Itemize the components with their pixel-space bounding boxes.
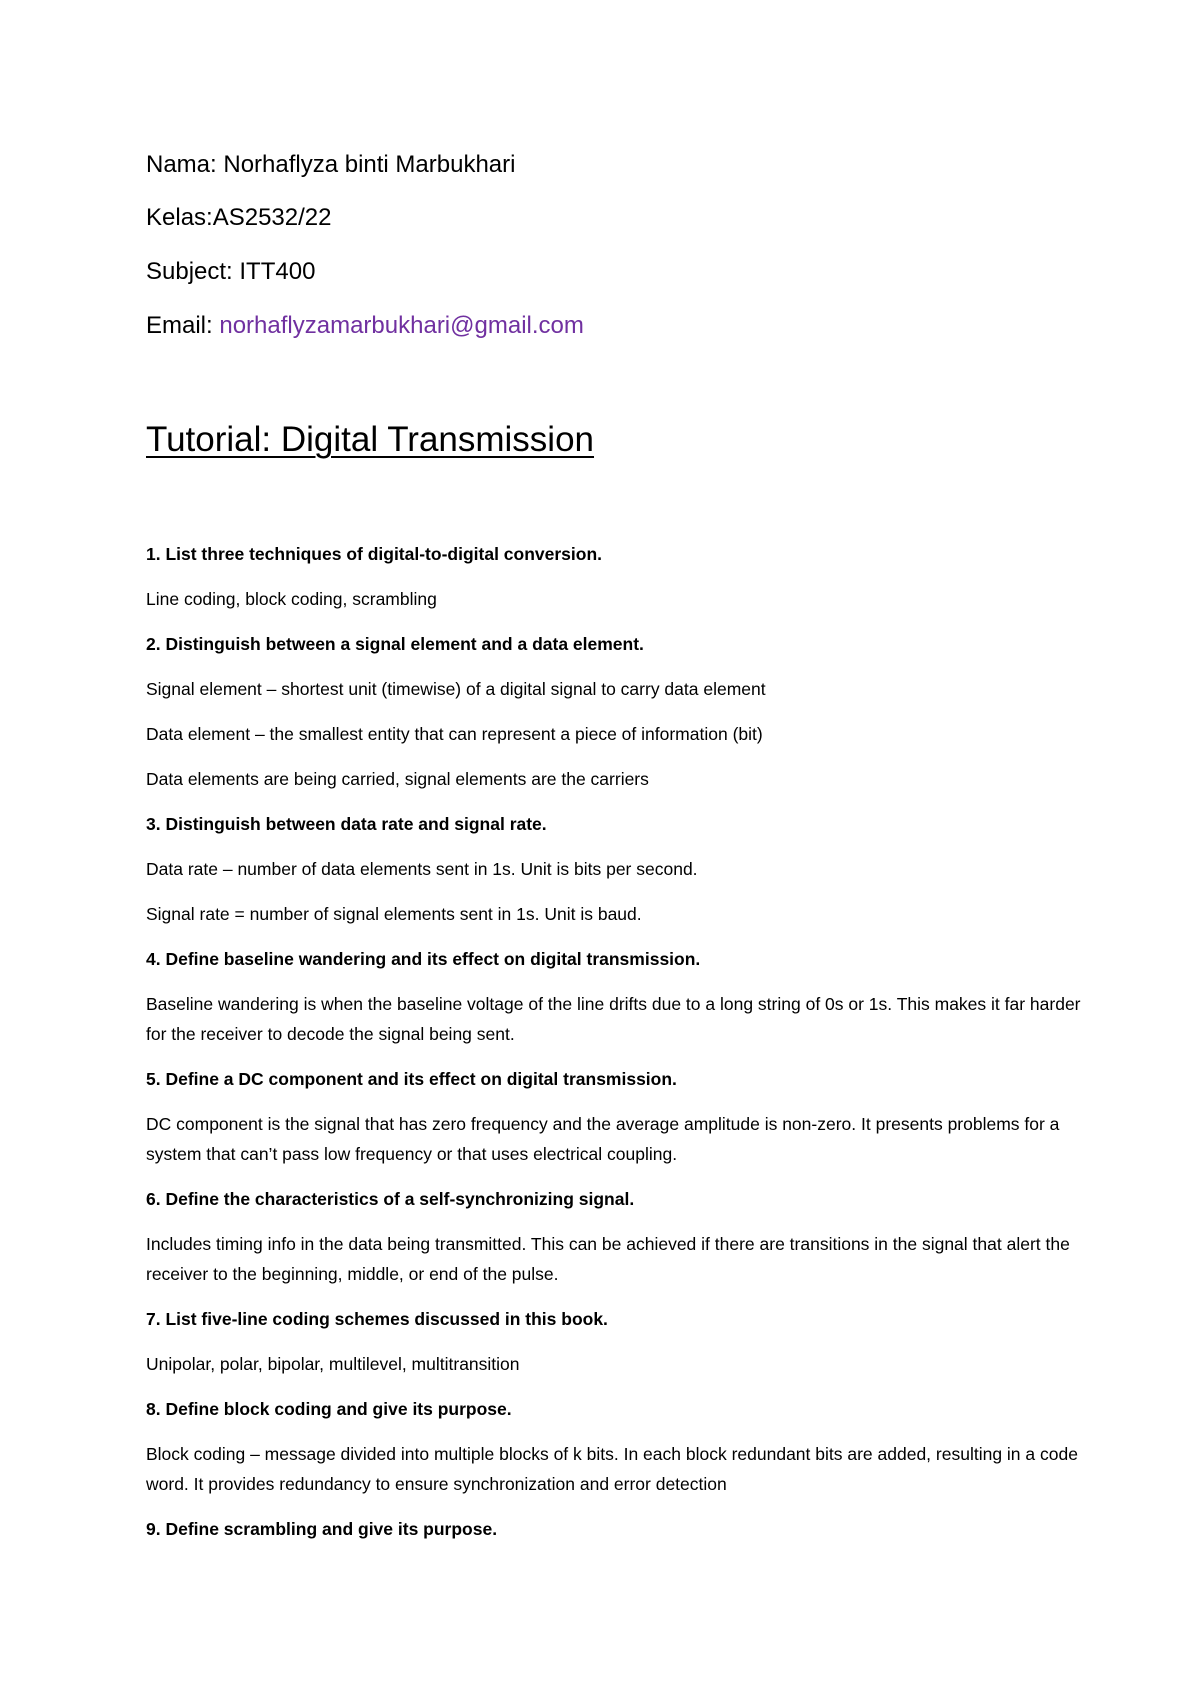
question-5: 5. Define a DC component and its effect on digital transmission. bbox=[146, 1069, 677, 1089]
question-4: 4. Define baseline wandering and its effect on digital transmission. bbox=[146, 949, 701, 969]
student-class: Kelas:AS2532/22 bbox=[146, 204, 332, 231]
question-1: 1. List three techniques of digital-to-digital conversion. bbox=[146, 544, 603, 564]
answer-4-1: Baseline wandering is when the baseline voltage of the line drifts due to a long string of 0s or 1s. This makes it far harder for the receiver to decode the signal being sent. bbox=[146, 994, 1081, 1044]
answer-1-1: Line coding, block coding, scrambling bbox=[146, 589, 437, 609]
answer-2-3: Data elements are being carried, signal elements are the carriers bbox=[146, 769, 649, 789]
email-label: Email: bbox=[146, 312, 220, 339]
student-name: Nama: Norhaflyza binti Marbukhari bbox=[146, 151, 516, 178]
answer-8-1: Block coding – message divided into multiple blocks of k bits. In each block redundant bits are added, resulting in a code word. It provides redundancy to ensure synchronization and error detection bbox=[146, 1444, 1078, 1494]
tutorial-title: Tutorial: Digital Transmission bbox=[146, 420, 595, 459]
answer-3-2: Signal rate = number of signal elements sent in 1s. Unit is baud. bbox=[146, 904, 642, 924]
email-line bbox=[146, 311, 584, 341]
answer-2-1: Signal element – shortest unit (timewise) of a digital signal to carry data element bbox=[146, 679, 766, 699]
question-3: 3. Distinguish between data rate and signal rate. bbox=[146, 814, 547, 834]
email-link[interactable]: norhaflyzamarbukhari@gmail.com bbox=[219, 312, 584, 339]
question-8: 8. Define block coding and give its purpose. bbox=[146, 1399, 512, 1419]
answer-3-1: Data rate – number of data elements sent in 1s. Unit is bits per second. bbox=[146, 859, 698, 879]
answer-5-1: DC component is the signal that has zero frequency and the average amplitude is non-zero. It presents problems for a system that can’t pass low frequency or that uses electrical coupling. bbox=[146, 1114, 1060, 1164]
answer-7-1: Unipolar, polar, bipolar, multilevel, multitransition bbox=[146, 1354, 520, 1374]
answer-6-1: Includes timing info in the data being transmitted. This can be achieved if there are transitions in the signal that alert the receiver to the beginning, middle, or end of the pulse. bbox=[146, 1234, 1070, 1284]
question-7: 7. List five-line coding schemes discussed in this book. bbox=[146, 1309, 608, 1329]
question-6: 6. Define the characteristics of a self-synchronizing signal. bbox=[146, 1189, 635, 1209]
question-2: 2. Distinguish between a signal element and a data element. bbox=[146, 634, 644, 654]
subject-code: Subject: ITT400 bbox=[146, 258, 316, 285]
answer-2-2: Data element – the smallest entity that can represent a piece of information (bit) bbox=[146, 724, 763, 744]
question-9: 9. Define scrambling and give its purpose. bbox=[146, 1519, 498, 1539]
qa-list bbox=[146, 539, 1086, 1559]
